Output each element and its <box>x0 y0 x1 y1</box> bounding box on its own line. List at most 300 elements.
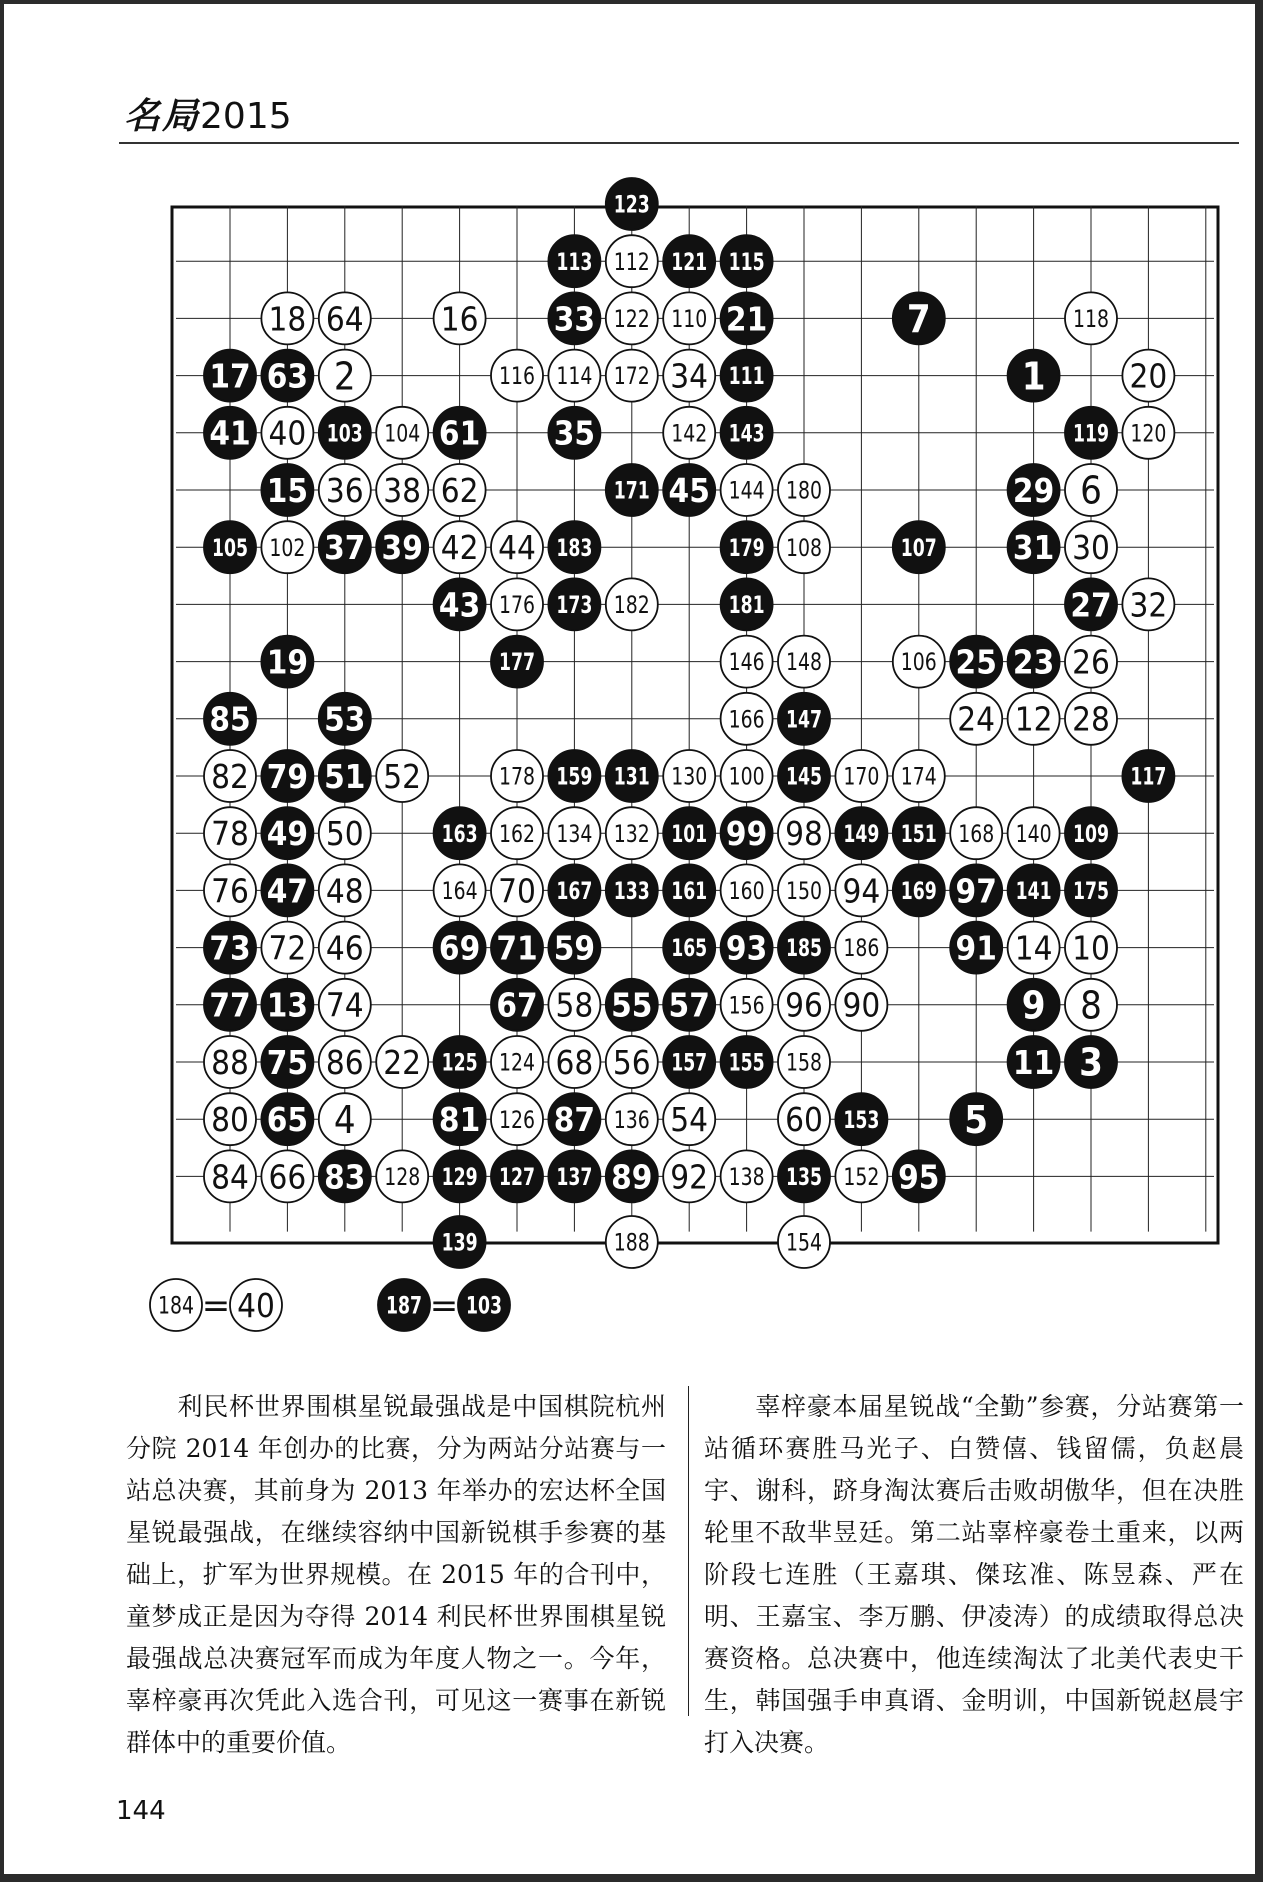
move-number: 176 <box>499 591 535 620</box>
move-number: 100 <box>728 762 765 791</box>
board-stone <box>319 464 371 516</box>
move-number: 54 <box>670 1100 709 1140</box>
article-paragraph-left: 利民杯世界围棋星锐最强战是中国棋院杭州分院 2014 年创办的比赛，分为两站分站赛与一站总决赛，其前身为 2013 年举办的宏达杯全国星锐最强战，在继续容纳中国新锐棋手参赛的基础上，扩军为世界规模。在 2015 年的合刊中，童梦成正是因为夺得 2014 利民杯世界围棋星锐最强战总决赛冠军而成为年度人物之一。今年，辜梓豪再次凭此入选合刊，可见这一赛事在新锐群体中的重要价值。 <box>126 1392 666 1757</box>
move-number: 29 <box>1012 470 1055 510</box>
move-number: 143 <box>728 419 765 448</box>
move-number: 95 <box>898 1157 940 1197</box>
move-number: 66 <box>268 1157 307 1197</box>
board-stone <box>778 636 830 688</box>
move-number: 60 <box>785 1100 823 1140</box>
move-number: 167 <box>556 877 593 906</box>
board-stone <box>204 807 256 859</box>
board-stone <box>261 464 313 516</box>
board-stone <box>1122 407 1174 459</box>
move-number: 10 <box>1072 928 1110 968</box>
move-number: 183 <box>556 533 593 562</box>
move-number: 28 <box>1072 699 1110 739</box>
move-number: 103 <box>466 1291 502 1320</box>
move-number: 151 <box>900 819 937 848</box>
move-number: 58 <box>555 985 594 1025</box>
board-stone <box>261 922 313 974</box>
move-number: 12 <box>1014 699 1053 739</box>
board-stone <box>491 578 543 630</box>
board-stone <box>663 1150 715 1202</box>
move-number: 150 <box>786 877 822 906</box>
move-number: 36 <box>325 470 364 510</box>
move-number: 114 <box>556 362 593 391</box>
move-number: 16 <box>440 299 479 339</box>
move-number: 121 <box>671 247 708 276</box>
move-number: 134 <box>556 819 593 848</box>
board-stone <box>1065 636 1117 688</box>
move-number: 63 <box>266 356 309 396</box>
board-stone <box>1122 350 1174 402</box>
book-page <box>4 4 1255 1874</box>
move-number: 178 <box>499 762 535 791</box>
column-divider <box>688 1386 689 1716</box>
move-number: 11 <box>1012 1042 1055 1082</box>
board-stone <box>721 864 773 916</box>
board-stone <box>548 292 600 344</box>
note-stone-left <box>378 1279 430 1331</box>
move-number: 22 <box>383 1042 422 1082</box>
board-stone <box>893 750 945 802</box>
move-number: 79 <box>266 756 309 796</box>
board-stone <box>548 578 600 630</box>
move-number: 46 <box>325 928 364 968</box>
move-number: 148 <box>786 648 822 677</box>
move-number: 105 <box>212 533 248 562</box>
board-stone <box>319 1036 371 1088</box>
move-number: 144 <box>728 476 765 505</box>
move-number: 94 <box>842 871 881 911</box>
equals-sign: = <box>201 1286 231 1326</box>
move-number: 17 <box>209 356 251 396</box>
board-stone <box>319 922 371 974</box>
board-stone <box>319 864 371 916</box>
move-number: 65 <box>266 1100 309 1140</box>
move-number: 172 <box>613 362 650 391</box>
move-number: 84 <box>211 1157 249 1197</box>
board-stone <box>376 1150 428 1202</box>
move-number: 146 <box>728 648 765 677</box>
board-stone <box>835 807 887 859</box>
move-number: 70 <box>498 871 536 911</box>
move-number: 74 <box>325 985 364 1025</box>
move-number: 108 <box>786 533 822 562</box>
move-number: 138 <box>728 1163 765 1192</box>
move-number: 171 <box>613 476 650 505</box>
board-stone <box>204 922 256 974</box>
move-number: 107 <box>900 533 937 562</box>
board-stone <box>778 750 830 802</box>
page-number: 144 <box>116 1796 166 1826</box>
board-stone <box>663 350 715 402</box>
move-number: 14 <box>1014 928 1053 968</box>
move-number: 7 <box>906 297 931 342</box>
board-stone <box>663 979 715 1031</box>
board-stone <box>261 1150 313 1202</box>
move-number: 77 <box>209 985 251 1025</box>
move-number: 38 <box>383 470 422 510</box>
move-number: 40 <box>268 413 307 453</box>
board-stone <box>376 750 428 802</box>
move-number: 112 <box>613 247 650 276</box>
board-stone <box>835 1150 887 1202</box>
board-stone <box>606 292 658 344</box>
board-stone <box>721 464 773 516</box>
board-stone <box>950 1093 1002 1145</box>
board-stone <box>319 750 371 802</box>
move-number: 27 <box>1070 585 1112 625</box>
board-stone <box>548 750 600 802</box>
move-number: 90 <box>842 985 881 1025</box>
move-number: 50 <box>325 814 364 854</box>
board-stone <box>721 979 773 1031</box>
move-number: 129 <box>441 1163 478 1192</box>
move-number: 169 <box>900 877 937 906</box>
move-number: 119 <box>1073 419 1109 448</box>
board-stone <box>548 521 600 573</box>
move-number: 104 <box>384 419 421 448</box>
move-number: 26 <box>1072 642 1110 682</box>
move-number: 2 <box>333 354 356 399</box>
move-number: 153 <box>843 1105 880 1134</box>
move-number: 179 <box>728 533 765 562</box>
board-stone <box>778 521 830 573</box>
board-stone <box>721 807 773 859</box>
board-stone <box>1065 1036 1117 1088</box>
board-stone <box>434 464 486 516</box>
move-number: 132 <box>613 819 650 848</box>
move-number: 115 <box>728 247 765 276</box>
move-number: 118 <box>1073 305 1109 334</box>
move-number: 86 <box>325 1042 364 1082</box>
move-number: 5 <box>964 1097 989 1142</box>
board-stone <box>491 1036 543 1088</box>
board-stone <box>606 235 658 287</box>
board-stone <box>548 1150 600 1202</box>
board-stone <box>606 464 658 516</box>
move-number: 91 <box>955 928 997 968</box>
board-stone <box>261 1036 313 1088</box>
move-number: 48 <box>325 871 364 911</box>
move-number: 73 <box>209 928 251 968</box>
board-stone <box>548 350 600 402</box>
move-number: 88 <box>211 1042 249 1082</box>
board-stone <box>721 693 773 745</box>
board-stone <box>261 292 313 344</box>
board-stone <box>204 1093 256 1145</box>
board-stone <box>491 922 543 974</box>
board-stone <box>663 1036 715 1088</box>
board-stone <box>721 636 773 688</box>
board-stone <box>376 1036 428 1088</box>
move-number: 147 <box>786 705 822 734</box>
move-number: 113 <box>556 247 593 276</box>
board-stone <box>376 464 428 516</box>
move-number: 160 <box>728 877 765 906</box>
board-stone <box>606 750 658 802</box>
board-stone <box>491 1150 543 1202</box>
move-number: 170 <box>843 762 880 791</box>
board-stone <box>606 807 658 859</box>
board-stone <box>491 807 543 859</box>
board-stone <box>204 521 256 573</box>
move-number: 75 <box>266 1042 309 1082</box>
move-number: 41 <box>209 413 251 453</box>
edge-stone <box>434 1216 486 1268</box>
board-stone <box>548 979 600 1031</box>
board-stone <box>491 521 543 573</box>
board-stone <box>319 807 371 859</box>
move-number: 156 <box>728 991 765 1020</box>
board-stone <box>835 979 887 1031</box>
board-stone <box>1065 521 1117 573</box>
move-number: 47 <box>266 871 309 911</box>
board-stone <box>893 292 945 344</box>
board-stone <box>1065 979 1117 1031</box>
board-stone <box>721 1036 773 1088</box>
board-stone <box>778 693 830 745</box>
board-stone <box>663 1093 715 1145</box>
board-stone <box>261 864 313 916</box>
board-stone <box>778 1150 830 1202</box>
move-number: 101 <box>671 819 708 848</box>
move-number: 184 <box>158 1291 194 1320</box>
move-number: 81 <box>438 1100 481 1140</box>
move-number: 32 <box>1129 585 1168 625</box>
move-number: 83 <box>324 1157 366 1197</box>
move-number: 57 <box>668 985 710 1025</box>
move-number: 68 <box>555 1042 594 1082</box>
move-number: 127 <box>499 1163 535 1192</box>
move-number: 186 <box>843 934 880 963</box>
move-number: 139 <box>441 1228 478 1257</box>
board-stone <box>319 979 371 1031</box>
board-stone <box>434 1150 486 1202</box>
move-number: 9 <box>1021 983 1046 1028</box>
board-stone <box>663 407 715 459</box>
move-number: 161 <box>671 877 708 906</box>
board-stone <box>721 235 773 287</box>
header-title-script: 名局 <box>124 95 201 137</box>
move-number: 154 <box>786 1228 822 1257</box>
move-number: 55 <box>611 985 653 1025</box>
move-number: 61 <box>438 413 481 453</box>
board-stone <box>721 350 773 402</box>
board-stone <box>606 1150 658 1202</box>
move-number: 45 <box>668 470 710 510</box>
board-stone <box>204 864 256 916</box>
article-paragraph-right: 辜梓豪本届星锐战“全勤”参赛，分站赛第一站循环赛胜马光子、白赞僖、钱留儒，负赵晨宇、谢科，跻身淘汰赛后击败胡傲华，但在决胜轮里不敌芈昱廷。第二站辜梓豪卷土重来，以两阶段七连胜（王嘉琪、傑玹准、陈昱森、严在明、王嘉宝、李万鹏、伊凌涛）的成绩取得总决赛资格。总决赛中，他连续淘汰了北美代表史干生，韩国强手申真谞、金明训，中国新锐赵晨宇打入决赛。 <box>704 1392 1244 1757</box>
move-number: 181 <box>728 591 765 620</box>
move-number: 97 <box>955 871 997 911</box>
board-stone <box>1008 464 1060 516</box>
board-stone <box>1008 521 1060 573</box>
move-number: 99 <box>725 814 768 854</box>
board-stone <box>1065 922 1117 974</box>
board-stone <box>778 864 830 916</box>
board-stone <box>721 521 773 573</box>
move-number: 125 <box>441 1048 478 1077</box>
move-number: 33 <box>553 299 596 339</box>
move-number: 85 <box>209 699 251 739</box>
move-number: 131 <box>613 762 650 791</box>
board-stone <box>319 1150 371 1202</box>
board-stone <box>491 350 543 402</box>
board-stone <box>1065 578 1117 630</box>
board-stone <box>606 350 658 402</box>
move-number: 69 <box>438 928 481 968</box>
move-number: 78 <box>211 814 249 854</box>
board-stone <box>434 292 486 344</box>
board-stone <box>893 1150 945 1202</box>
move-number: 159 <box>556 762 593 791</box>
move-number: 4 <box>333 1097 356 1142</box>
board-stone <box>1008 807 1060 859</box>
board-stone <box>434 922 486 974</box>
move-number: 106 <box>900 648 937 677</box>
board-stone <box>376 521 428 573</box>
move-number: 87 <box>553 1100 596 1140</box>
board-stone <box>1008 922 1060 974</box>
move-number: 19 <box>266 642 309 682</box>
board-stone <box>548 864 600 916</box>
move-number: 6 <box>1080 468 1102 513</box>
move-number: 133 <box>613 877 650 906</box>
move-number: 124 <box>499 1048 535 1077</box>
board-stone <box>778 807 830 859</box>
move-number: 137 <box>556 1163 593 1192</box>
move-number: 39 <box>381 528 423 568</box>
board-stone <box>606 578 658 630</box>
board-stone <box>261 1093 313 1145</box>
note-stone-right <box>458 1279 510 1331</box>
move-number: 102 <box>269 533 306 562</box>
move-number: 92 <box>670 1157 709 1197</box>
board-stone <box>204 350 256 402</box>
move-number: 34 <box>670 356 709 396</box>
board-stone <box>893 521 945 573</box>
move-number: 149 <box>843 819 880 848</box>
move-number: 64 <box>325 299 364 339</box>
move-number: 72 <box>268 928 307 968</box>
board-stone <box>204 693 256 745</box>
board-stone <box>835 1093 887 1145</box>
board-stone <box>376 407 428 459</box>
board-stone <box>491 864 543 916</box>
board-stone <box>434 864 486 916</box>
board-stone <box>204 979 256 1031</box>
move-number: 123 <box>613 190 650 219</box>
board-stone <box>721 578 773 630</box>
move-number: 164 <box>441 877 478 906</box>
board-stone <box>950 693 1002 745</box>
board-stone <box>778 979 830 1031</box>
board-stone <box>261 521 313 573</box>
board-stone <box>261 407 313 459</box>
move-number: 53 <box>324 699 366 739</box>
board-stone <box>204 1036 256 1088</box>
board-stone <box>434 807 486 859</box>
move-number: 3 <box>1079 1040 1103 1085</box>
move-number: 82 <box>211 756 249 796</box>
move-number: 96 <box>785 985 823 1025</box>
move-number: 111 <box>728 362 765 391</box>
move-number: 120 <box>1130 419 1167 448</box>
move-number: 145 <box>786 762 822 791</box>
move-number: 155 <box>728 1048 765 1077</box>
edge-stone <box>778 1216 830 1268</box>
equals-sign: = <box>429 1286 459 1326</box>
note-stone-left <box>150 1279 202 1331</box>
board-stone <box>319 693 371 745</box>
board-stone <box>319 407 371 459</box>
board-stone <box>606 979 658 1031</box>
board-stone <box>548 1093 600 1145</box>
board-stone <box>261 636 313 688</box>
board-stone <box>663 864 715 916</box>
move-number: 126 <box>499 1105 535 1134</box>
header-title-year: 2015 <box>200 96 292 137</box>
board-stone <box>319 292 371 344</box>
move-number: 109 <box>1073 819 1109 848</box>
move-number: 152 <box>843 1163 880 1192</box>
board-stone <box>1008 864 1060 916</box>
move-number: 187 <box>386 1291 422 1320</box>
move-number: 140 <box>1015 819 1052 848</box>
board-stone <box>893 636 945 688</box>
board-stone <box>835 864 887 916</box>
move-number: 162 <box>499 819 535 848</box>
board-stone <box>663 922 715 974</box>
board-stone <box>434 578 486 630</box>
board-stone <box>950 922 1002 974</box>
board-stone <box>835 922 887 974</box>
board-stone <box>663 750 715 802</box>
move-number: 20 <box>1129 356 1168 396</box>
move-number: 141 <box>1015 877 1052 906</box>
move-number: 21 <box>725 299 768 339</box>
board-stone <box>548 407 600 459</box>
move-number: 24 <box>957 699 996 739</box>
board-stone <box>491 750 543 802</box>
move-number: 56 <box>612 1042 651 1082</box>
board-stone <box>721 407 773 459</box>
go-board-diagram <box>4 4 1255 1344</box>
move-number: 42 <box>440 528 479 568</box>
board-stone <box>261 807 313 859</box>
move-number: 44 <box>498 528 536 568</box>
board-stone <box>835 750 887 802</box>
move-number: 168 <box>958 819 995 848</box>
move-number: 51 <box>324 756 366 796</box>
move-number: 25 <box>955 642 997 682</box>
move-number: 59 <box>553 928 596 968</box>
board-stone <box>1008 979 1060 1031</box>
edge-stone <box>606 1216 658 1268</box>
board-stone <box>204 750 256 802</box>
board-stone <box>950 864 1002 916</box>
move-number: 8 <box>1080 983 1102 1028</box>
move-number: 76 <box>211 871 249 911</box>
board-stone <box>1065 292 1117 344</box>
board-stone <box>778 464 830 516</box>
move-number: 31 <box>1012 528 1055 568</box>
board-stone <box>663 807 715 859</box>
board-stone <box>663 292 715 344</box>
